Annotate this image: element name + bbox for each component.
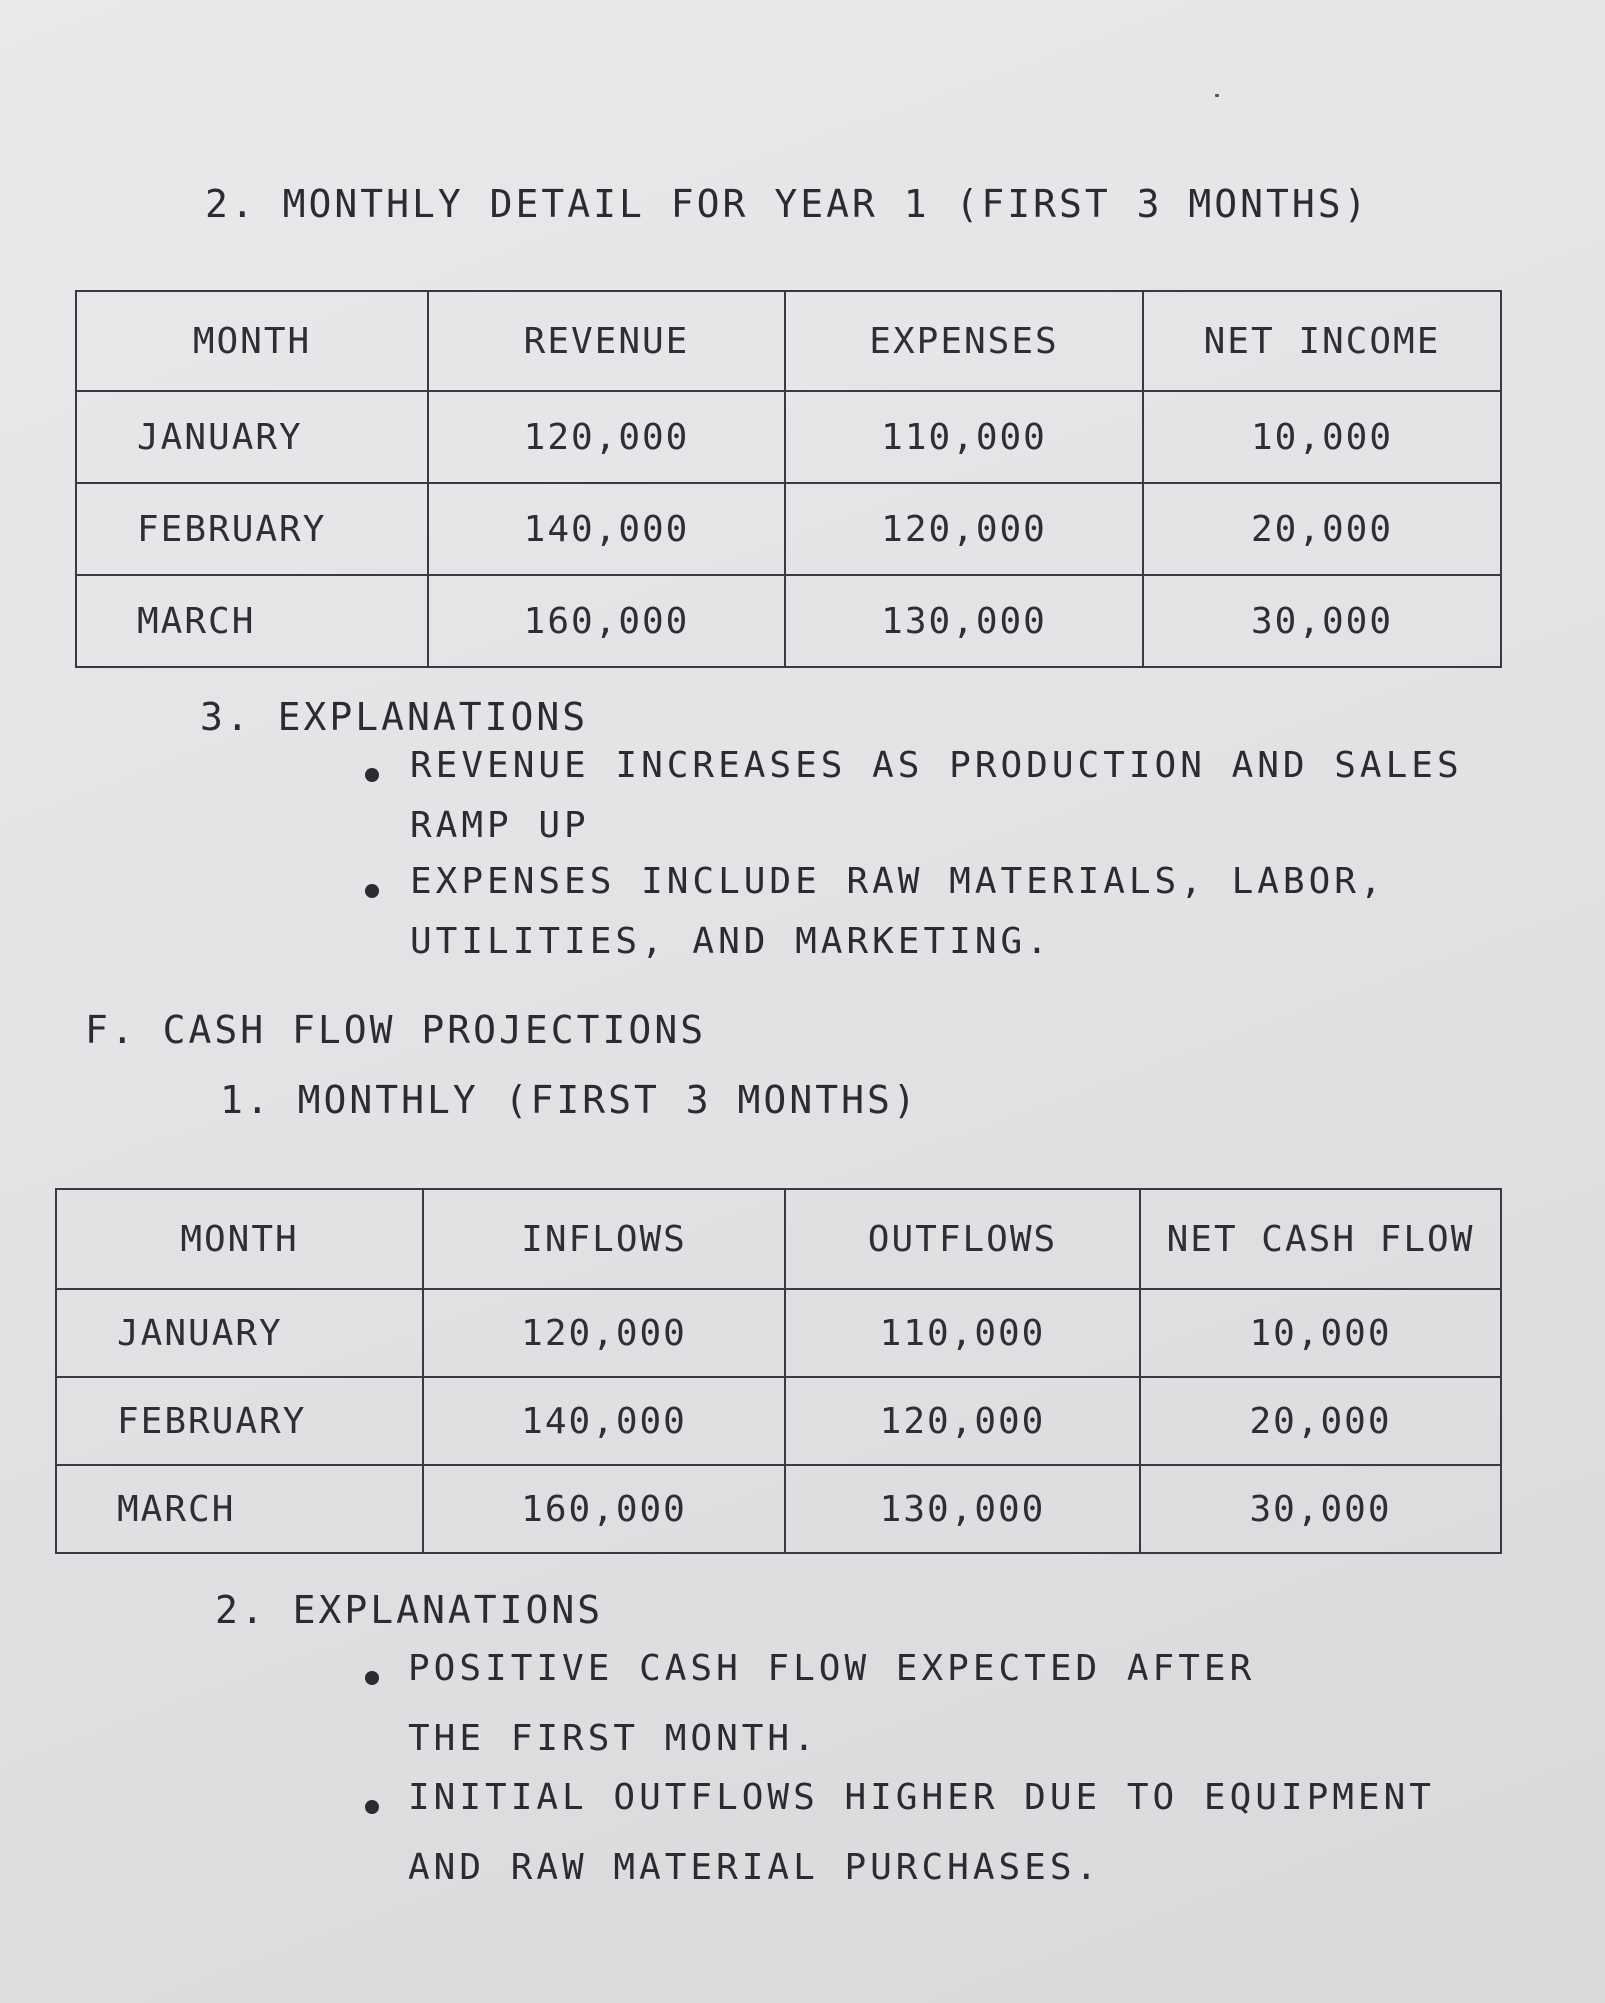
cell-inflows: 140,000 bbox=[423, 1377, 785, 1465]
cell-net-cash-flow: 20,000 bbox=[1140, 1377, 1501, 1465]
monthly-income-table bbox=[75, 290, 1502, 668]
explanations-heading: 3. EXPLANATIONS bbox=[200, 695, 589, 739]
bullet-dot bbox=[365, 884, 379, 898]
table-row bbox=[76, 391, 1501, 483]
bullet-dot bbox=[365, 1800, 379, 1814]
cell-inflows: 160,000 bbox=[423, 1465, 785, 1553]
bullet-text-cont: UTILITIES, AND MARKETING. bbox=[410, 921, 1052, 962]
cell-expenses: 120,000 bbox=[785, 483, 1143, 575]
table-row bbox=[76, 483, 1501, 575]
cell-net-income: 30,000 bbox=[1143, 575, 1501, 667]
bullet-text-cont: AND RAW MATERIAL PURCHASES. bbox=[408, 1847, 1102, 1888]
cell-month: JANUARY bbox=[56, 1289, 423, 1377]
bullet-dot bbox=[365, 1671, 379, 1685]
cell-month: FEBRUARY bbox=[76, 483, 428, 575]
cell-outflows: 130,000 bbox=[785, 1465, 1140, 1553]
header-expenses: EXPENSES bbox=[785, 291, 1143, 391]
header-net-cash-flow: NET CASH FLOW bbox=[1140, 1189, 1501, 1289]
header-outflows: OUTFLOWS bbox=[785, 1189, 1140, 1289]
header-month: MONTH bbox=[56, 1189, 423, 1289]
table-row bbox=[76, 575, 1501, 667]
cell-net-income: 10,000 bbox=[1143, 391, 1501, 483]
table-row bbox=[56, 1465, 1501, 1553]
cell-inflows: 120,000 bbox=[423, 1289, 785, 1377]
bullet-text: POSITIVE CASH FLOW EXPECTED AFTER bbox=[408, 1648, 1256, 1689]
cell-revenue: 160,000 bbox=[428, 575, 785, 667]
cell-month: MARCH bbox=[76, 575, 428, 667]
header-month: MONTH bbox=[76, 291, 428, 391]
table-row bbox=[56, 1289, 1501, 1377]
header-inflows: INFLOWS bbox=[423, 1189, 785, 1289]
table-header-row bbox=[76, 291, 1501, 391]
cell-revenue: 140,000 bbox=[428, 483, 785, 575]
bullet-dot bbox=[365, 768, 379, 782]
bullet-text: REVENUE INCREASES AS PRODUCTION AND SALES bbox=[410, 745, 1463, 786]
cell-expenses: 130,000 bbox=[785, 575, 1143, 667]
cell-outflows: 110,000 bbox=[785, 1289, 1140, 1377]
subheading-monthly: 1. MONTHLY (FIRST 3 MONTHS) bbox=[220, 1078, 919, 1122]
bullet-text: EXPENSES INCLUDE RAW MATERIALS, LABOR, bbox=[410, 861, 1386, 902]
cell-outflows: 120,000 bbox=[785, 1377, 1140, 1465]
bullet-text-cont: RAMP UP bbox=[410, 805, 590, 846]
cell-expenses: 110,000 bbox=[785, 391, 1143, 483]
section-title-monthly-detail: 2. MONTHLY DETAIL FOR YEAR 1 (FIRST 3 MONTHS) bbox=[205, 182, 1370, 226]
header-net-income: NET INCOME bbox=[1143, 291, 1501, 391]
cell-revenue: 120,000 bbox=[428, 391, 785, 483]
cell-month: JANUARY bbox=[76, 391, 428, 483]
paper-speck bbox=[1215, 94, 1219, 97]
cell-month: MARCH bbox=[56, 1465, 423, 1553]
cell-net-cash-flow: 10,000 bbox=[1140, 1289, 1501, 1377]
bullet-text-cont: THE FIRST MONTH. bbox=[408, 1718, 819, 1759]
header-revenue: REVENUE bbox=[428, 291, 785, 391]
cell-month: FEBRUARY bbox=[56, 1377, 423, 1465]
section-title-cash-flow: F. CASH FLOW PROJECTIONS bbox=[85, 1008, 707, 1052]
explanations-heading: 2. EXPLANATIONS bbox=[215, 1588, 604, 1632]
cell-net-cash-flow: 30,000 bbox=[1140, 1465, 1501, 1553]
table-row bbox=[56, 1377, 1501, 1465]
cell-net-income: 20,000 bbox=[1143, 483, 1501, 575]
bullet-text: INITIAL OUTFLOWS HIGHER DUE TO EQUIPMENT bbox=[408, 1777, 1435, 1818]
cash-flow-table bbox=[55, 1188, 1502, 1554]
table-header-row bbox=[56, 1189, 1501, 1289]
